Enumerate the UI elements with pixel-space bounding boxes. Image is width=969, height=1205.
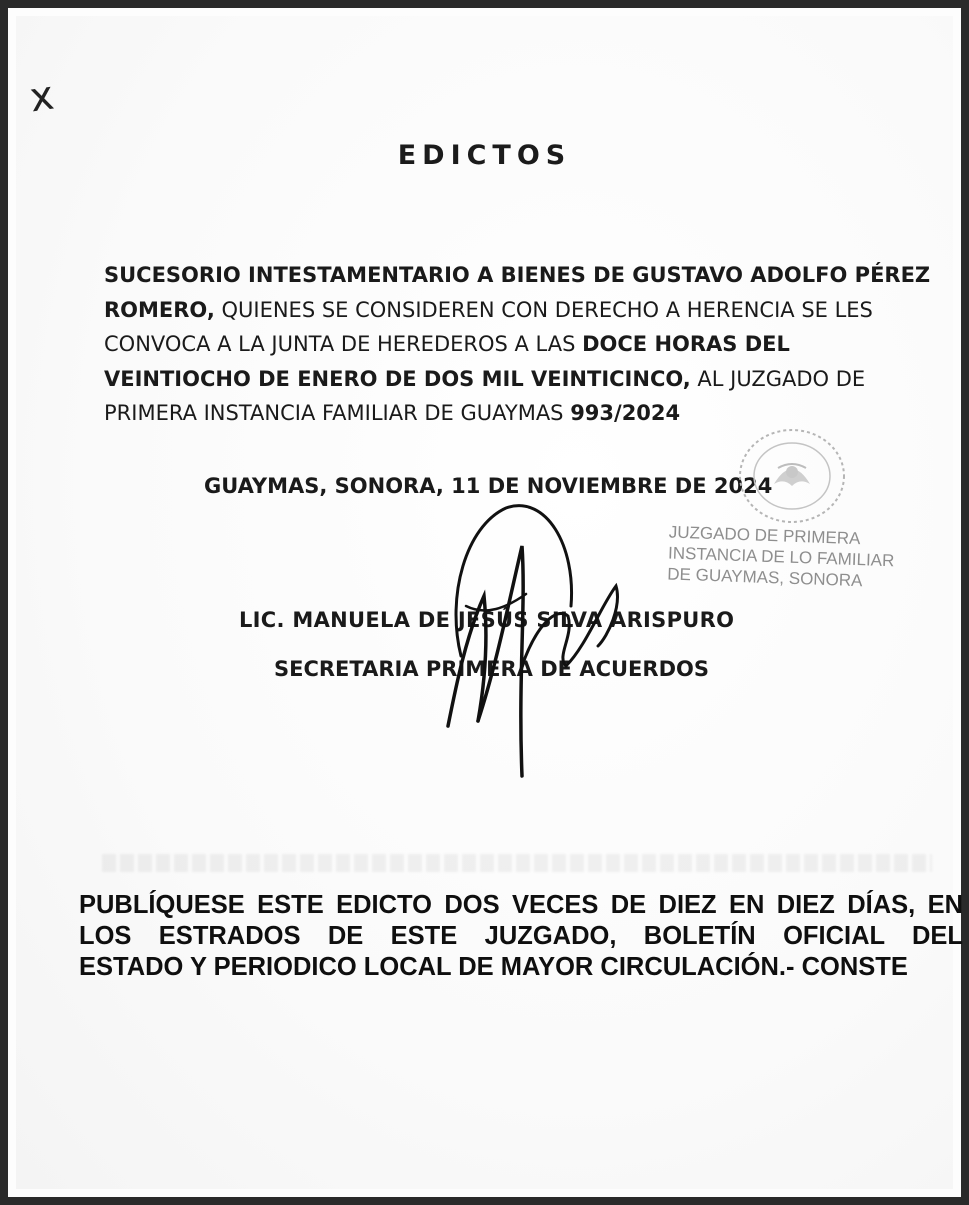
notice-line-2: LOS ESTRADOS DE ESTE JUZGADO, BOLETÍN OFICIAL DEL [79,922,963,950]
notice-line-1: PUBLÍQUESE ESTE EDICTO DOS VECES DE DIEZ EN DIEZ DÍAS, EN [79,891,963,919]
handwritten-x-mark: x [26,72,57,122]
body-text-court: AL JUZGADO DE PRIMERA INSTANCIA FAMILIAR DE GUAYMAS [104,366,866,425]
court-seal-icon [734,424,852,528]
signer-title: SECRETARIA PRIMERA DE ACUERDOS [274,657,709,681]
stamp-line-2: INSTANCIA DE LO FAMILIAR [667,543,895,571]
body-bold-date: DOCE HORAS DEL VEINTIOCHO DE ENERO DE DOS MIL VEINTICINCO, [104,332,790,391]
notice-line-3: ESTADO Y PERIODICO LOCAL DE MAYOR CIRCULACIÓN.- CONSTE [79,953,908,981]
stamp-line-1: JUZGADO DE PRIMERA [668,522,861,549]
place-and-date: GUAYMAS, SONORA, 11 DE NOVIEMBRE DE 2024 [204,474,773,498]
publication-notice [79,890,963,983]
edict-body-paragraph [104,258,934,431]
show-through-text [102,854,932,872]
document-title: EDICTOS [397,140,572,171]
body-bold-heirs: SUCESORIO INTESTAMENTARIO A BIENES DE GUSTAVO ADOLFO PÉREZ ROMERO, [104,263,931,322]
document-page [16,16,963,1189]
body-bold-case-number: 993/2024 [570,401,681,425]
handwritten-signature [426,486,636,786]
stamp-line-3: DE GUAYMAS, SONORA [667,564,863,591]
court-stamp [667,521,929,593]
signer-name: LIC. MANUELA DE JESÚS SILVA ARISPURO [239,608,735,632]
body-text-convocation: QUIENES SE CONSIDEREN CON DERECHO A HERENCIA SE LES CONVOCA A LA JUNTA DE HEREDEROS A LAS [104,297,873,356]
